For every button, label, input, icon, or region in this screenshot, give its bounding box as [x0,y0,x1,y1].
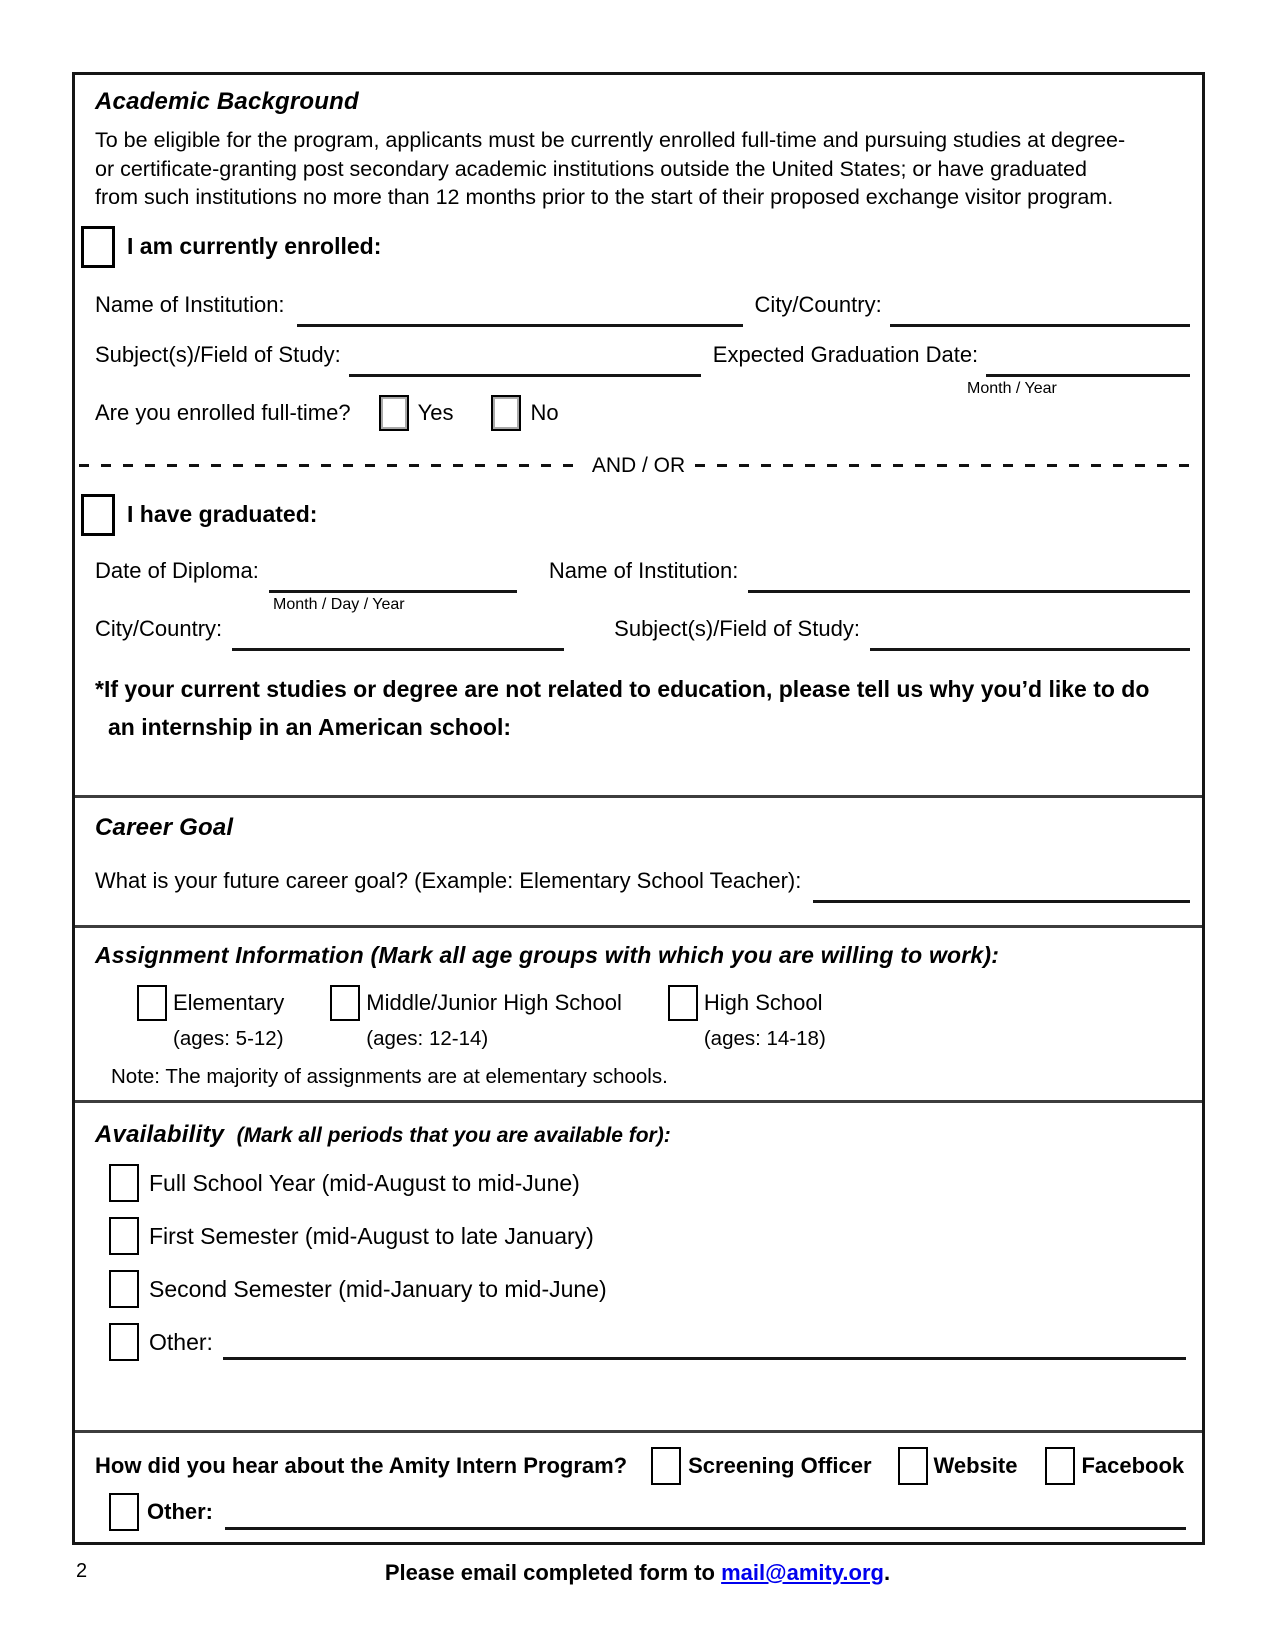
graduated-checkbox[interactable] [81,494,115,536]
fulltime-question: Are you enrolled full-time? [95,399,351,425]
high-school-label: High School [703,990,823,1015]
graduated-city-row [95,616,1190,642]
elementary-label: Elementary [173,990,285,1015]
fulltime-no-checkbox[interactable] [491,395,521,431]
why-question-line-2: an internship in an American school: [108,713,511,740]
graduated-subject-input-line[interactable] [870,648,1190,651]
and-or-label: AND / OR [591,453,686,477]
and-or-separator [79,454,1198,478]
graduated-label: I have graduated: [127,501,318,527]
intro-line-3: from such institutions no more than 12 months prior to the start of their proposed exchange visitor program. [95,185,1114,209]
middle-school-ages: (ages: 12-14) [366,1027,489,1050]
availability-first-semester-row [109,1217,1190,1255]
availability-second-semester-row [109,1270,1190,1308]
section-availability [75,1100,1202,1430]
first-semester-checkbox[interactable] [109,1217,139,1255]
middle-school-checkbox[interactable] [330,985,360,1021]
career-goal-input-line[interactable] [813,900,1190,903]
fulltime-yes-label: Yes [417,399,454,425]
enrolled-institution-row [95,292,1190,318]
availability-heading-main: Availability [95,1121,225,1148]
availability-other-label: Other: [149,1328,213,1355]
career-goal-heading: Career Goal [95,814,234,841]
email-link[interactable]: mail@amity.org [721,1560,884,1585]
diploma-row [95,557,1190,613]
graduated-city-country-label: City/Country: [95,615,223,641]
elementary-checkbox[interactable] [137,985,167,1021]
referral-other-row [109,1493,1190,1531]
why-question-line-1: *If your current studies or degree are not related to education, please tell us why you’d like to do [95,675,1150,702]
career-goal-question: What is your future career goal? (Example: Elementary School Teacher): [95,868,802,893]
graduated-institution-label: Name of Institution: [548,557,739,583]
second-semester-label: Second Semester (mid-January to mid-June) [149,1275,607,1302]
availability-other-checkbox[interactable] [109,1323,139,1361]
age-group-high [668,985,826,1051]
availability-other-row [109,1323,1190,1361]
section-career-goal [75,795,1202,925]
full-school-year-checkbox[interactable] [109,1164,139,1202]
high-school-checkbox[interactable] [668,985,698,1021]
website-checkbox[interactable] [898,1447,928,1485]
subject-input-line[interactable] [349,374,701,377]
referral-other-checkbox[interactable] [109,1493,139,1531]
age-group-options [137,985,1190,1051]
full-school-year-label: Full School Year (mid-August to mid-June) [149,1169,580,1196]
fulltime-no-label: No [530,399,559,425]
graduated-institution-input-line[interactable] [748,590,1190,593]
facebook-checkbox[interactable] [1045,1447,1075,1485]
footer-text-prefix: Please email completed form to [384,1560,722,1585]
age-group-elementary [137,985,284,1051]
city-country-input-line[interactable] [890,324,1190,327]
month-day-year-caption: Month / Day / Year [273,595,405,613]
career-goal-row [95,868,1190,894]
fulltime-row [95,394,1190,432]
academic-heading: Academic Background [95,88,359,115]
section-academic-background [75,75,1202,795]
subject-label: Subject(s)/Field of Study: [95,341,341,367]
currently-enrolled-row [81,226,1190,268]
screening-officer-label: Screening Officer [688,1453,872,1478]
city-country-label: City/Country: [754,291,882,317]
facebook-label: Facebook [1081,1453,1185,1478]
screening-officer-checkbox[interactable] [651,1447,681,1485]
currently-enrolled-label: I am currently enrolled: [127,233,382,259]
referral-question: How did you hear about the Amity Intern Program? [95,1453,628,1478]
section-referral [75,1430,1202,1542]
intro-line-1: To be eligible for the program, applicants must be currently enrolled full-time and pursuing studies at degree- [95,128,1126,152]
graduated-subject-label: Subject(s)/Field of Study: [614,615,860,641]
assignment-note: Note: The majority of assignments are at elementary schools. [111,1065,668,1088]
currently-enrolled-checkbox[interactable] [81,226,115,268]
dashed-line-left [79,464,582,467]
fulltime-yes-checkbox[interactable] [379,395,409,431]
availability-full-year-row [109,1164,1190,1202]
availability-heading-paren: (Mark all periods that you are available for): [236,1124,671,1147]
referral-question-row [95,1445,1190,1487]
second-semester-checkbox[interactable] [109,1270,139,1308]
why-question [95,670,1190,746]
form-box [72,72,1205,1545]
diploma-date-label: Date of Diploma: [95,557,259,583]
referral-other-input-line[interactable] [225,1527,1186,1530]
footer-note [0,1560,1275,1586]
referral-other-label: Other: [147,1499,213,1524]
website-label: Website [933,1453,1018,1478]
institution-label: Name of Institution: [95,291,285,317]
diploma-date-input-line[interactable] [269,590,517,593]
footer-text-suffix: . [883,1560,891,1585]
section-assignment-information [75,925,1202,1100]
institution-input-line[interactable] [297,324,743,327]
graduation-date-label: Expected Graduation Date: [712,341,979,367]
graduation-date-input-line[interactable] [986,374,1190,377]
enrolled-subject-row [95,341,1190,397]
academic-intro [95,126,1190,212]
availability-other-input-line[interactable] [223,1357,1186,1360]
availability-heading [95,1121,1190,1149]
intro-line-2: or certificate-granting post secondary academic institutions outside the United States; or have graduated [95,156,1087,181]
first-semester-label: First Semester (mid-August to late January) [149,1222,594,1249]
assignment-heading: Assignment Information (Mark all age groups with which you are willing to work): [95,942,1000,968]
why-answer-area[interactable] [95,746,1190,796]
graduated-row [81,494,1190,536]
age-group-middle [330,985,622,1051]
graduated-city-country-input-line[interactable] [232,648,564,651]
dashed-line-right [695,464,1198,467]
elementary-ages: (ages: 5-12) [173,1027,284,1050]
month-year-caption: Month / Year [967,379,1057,397]
middle-school-label: Middle/Junior High School [366,990,622,1015]
page-number: 2 [76,1560,88,1582]
high-school-ages: (ages: 14-18) [703,1027,826,1050]
